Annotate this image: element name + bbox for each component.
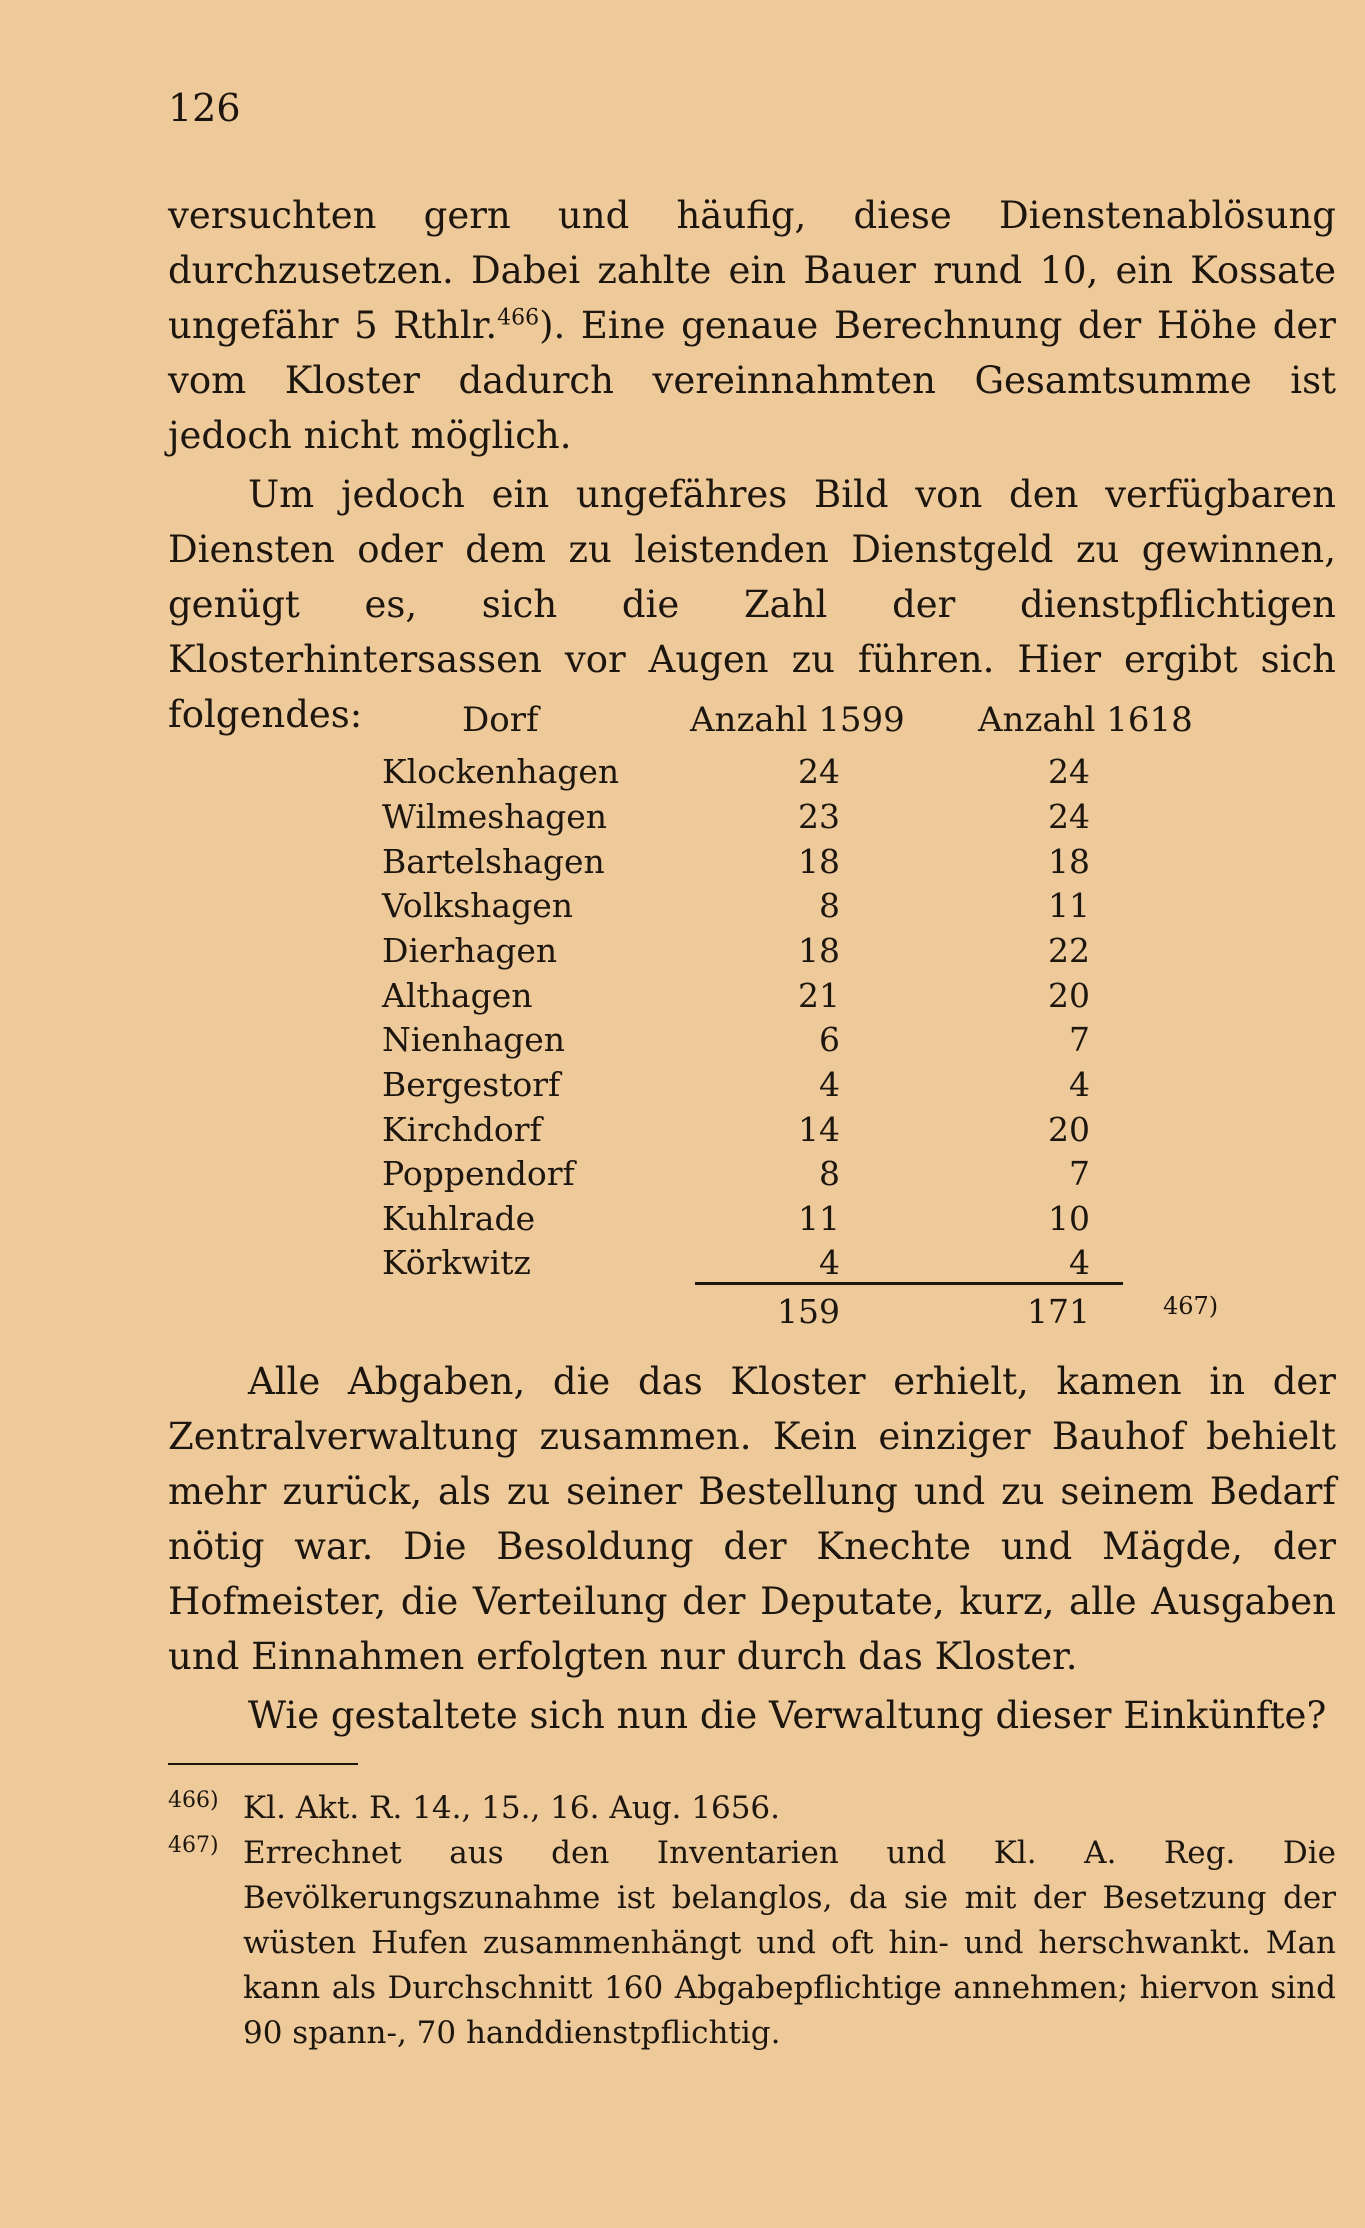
table-cell-dorf: Althagen: [382, 976, 533, 1015]
table-cell-dorf: Poppendorf: [382, 1154, 575, 1193]
table-row: [0, 1110, 1365, 1154]
body-text-bottom: [168, 1354, 1336, 1743]
table-cell-dorf: Wilmeshagen: [382, 797, 608, 836]
table-cell-1618: 22: [1048, 931, 1090, 970]
table-row: [0, 1199, 1365, 1243]
table-cell-dorf: Bartelshagen: [382, 842, 605, 881]
table-header-dorf: Dorf: [462, 700, 539, 740]
footnote-ref-466: 466: [497, 305, 540, 331]
footnote-466: [168, 1786, 1336, 1831]
table-cell-1618: 20: [1048, 1110, 1090, 1149]
footnote-mark: 466): [168, 1788, 219, 1813]
footnote-rule: [168, 1763, 358, 1765]
table-row: [0, 976, 1365, 1020]
table-row: [0, 1065, 1365, 1109]
table-cell-dorf: Nienhagen: [382, 1020, 566, 1059]
table-cell-1599: 14: [798, 1110, 840, 1149]
table-row: [0, 797, 1365, 841]
table-cell-dorf: Körkwitz: [382, 1243, 531, 1282]
table-cell-1618: 10: [1048, 1199, 1090, 1238]
footnotes: [168, 1786, 1336, 2056]
paragraph-3: Alle Abgaben, die das Kloster erhielt, kamen in der Zentralverwaltung zusammen. Kein einziger Bauhof behielt mehr zurück, als zu seiner Bestellung und zu seinem Bedarf nötig war. Die Besoldung der Knechte und Mägde, der Hofmeister, die Verteilung der Deputate, kurz, alle Ausgaben und Einnahmen erfolgten nur durch das Kloster.: [168, 1360, 1336, 1678]
paragraph-1-part-b: ). Eine genaue Berechnung der Höhe der vom Kloster dadurch vereinnahmten Gesamtsumme ist jedoch nicht möglich.: [168, 304, 1336, 457]
table-cell-1599: 21: [798, 976, 840, 1015]
table-cell-1618: 11: [1048, 886, 1090, 925]
total-1618: 171: [1027, 1292, 1090, 1331]
table-cell-1599: 6: [819, 1020, 840, 1059]
table-row: [0, 886, 1365, 930]
table-cell-1599: 4: [819, 1065, 840, 1104]
sum-rule: [695, 1282, 1123, 1285]
table-row: [0, 931, 1365, 975]
table-cell-1618: 24: [1048, 752, 1090, 791]
table-cell-dorf: Kirchdorf: [382, 1110, 542, 1149]
table-cell-1618: 20: [1048, 976, 1090, 1015]
table-cell-1618: 4: [1069, 1243, 1090, 1282]
paragraph-1: [168, 188, 1336, 463]
footnote-mark: 467): [168, 1833, 219, 1858]
body-text-top: [168, 188, 1336, 742]
footnote-text: Kl. Akt. R. 14., 15., 16. Aug. 1656.: [243, 1790, 780, 1826]
table-cell-dorf: Klockenhagen: [382, 752, 620, 791]
table-row: [0, 842, 1365, 886]
table-cell-1599: 24: [798, 752, 840, 791]
table-cell-1599: 8: [819, 1154, 840, 1193]
table-cell-1618: 7: [1069, 1154, 1090, 1193]
table-cell-1599: 23: [798, 797, 840, 836]
footnote-text: Errechnet aus den Inventarien und Kl. A. Reg. Die Bevölkerungszunahme ist belanglos, da sie mit der Besetzung der wüsten Hufen zusammenhängt und oft hin- und herschwankt. Man kann als Durchschnitt 160 Abgabepflichtige annehmen; hiervon sind 90 spann-, 70 handdienstpflichtig.: [243, 1835, 1336, 2051]
table-cell-dorf: Dierhagen: [382, 931, 558, 970]
table-cell-1599: 11: [798, 1199, 840, 1238]
table-row: [0, 1154, 1365, 1198]
paragraph-4: Wie gestaltete sich nun die Verwaltung dieser Einkünfte?: [248, 1694, 1327, 1737]
table-cell-dorf: Kuhlrade: [382, 1199, 536, 1238]
table-cell-dorf: Volkshagen: [382, 886, 573, 925]
table-row: [0, 1020, 1365, 1064]
footnote-ref-467: 467): [1163, 1292, 1219, 1320]
paragraph-1-part-a: versuchten gern und häufig, diese Dienstenablösung durchzusetzen. Dabei zahlte ein Bauer rund 10, ein Kossate ungefähr 5 Rthlr.: [168, 194, 1336, 347]
table-header-1618: Anzahl 1618: [978, 700, 1193, 740]
table-cell-1599: 4: [819, 1243, 840, 1282]
table-row: [0, 752, 1365, 796]
total-1599: 159: [777, 1292, 840, 1331]
paragraph-2: Um jedoch ein ungefähres Bild von den verfügbaren Diensten oder dem zu leistenden Dienstgeld zu gewinnen, genügt es, sich die Zahl der dienstpflichtigen Klosterhintersassen vor Augen zu führen. Hier ergibt sich folgendes:: [168, 473, 1336, 736]
table-header-1599: Anzahl 1599: [690, 700, 905, 740]
table-cell-1618: 24: [1048, 797, 1090, 836]
table-cell-1618: 18: [1048, 842, 1090, 881]
footnote-467: [168, 1831, 1336, 2056]
table-cell-1618: 4: [1069, 1065, 1090, 1104]
table-cell-1599: 18: [798, 842, 840, 881]
table-cell-1618: 7: [1069, 1020, 1090, 1059]
table-row: [0, 1243, 1365, 1287]
table-cell-1599: 8: [819, 886, 840, 925]
page-number: 126: [168, 86, 241, 130]
table-cell-dorf: Bergestorf: [382, 1065, 561, 1104]
table-cell-1599: 18: [798, 931, 840, 970]
